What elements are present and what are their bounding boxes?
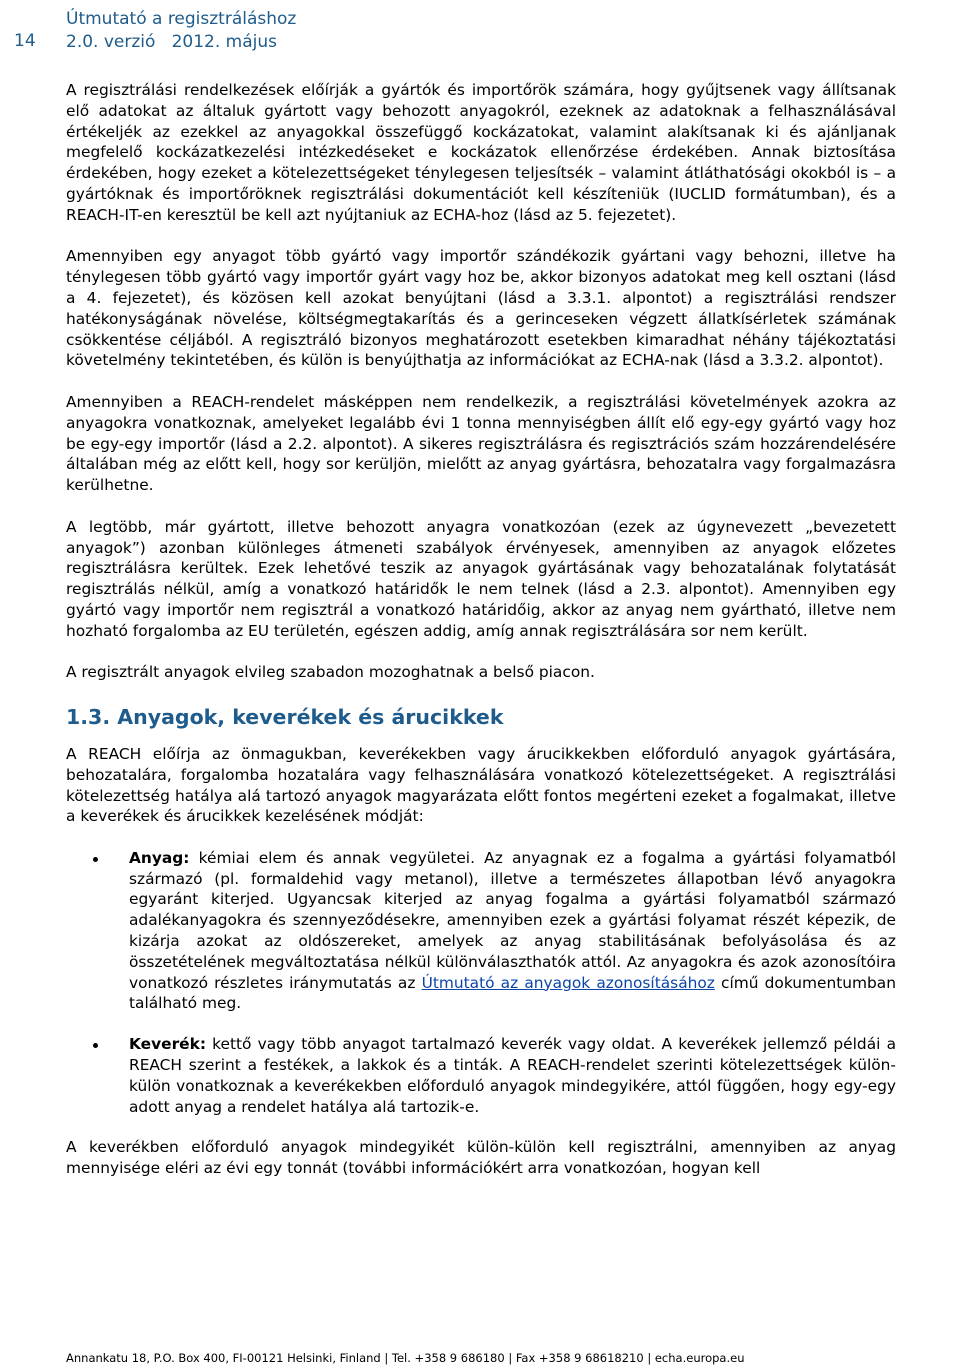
page-number: 14 [14, 31, 36, 51]
document-version: 2.0. verzió 2012. május [66, 32, 278, 52]
page-body [66, 80, 896, 1200]
definition-substance-text: kémiai elem és annak vegyületei. Az anyagnak ez a fogalma a gyártási folyamatból származó (pl. formaldehid vagy metanol), illetve a természetes állapotban lévő anyagokra egyaránt kiterjed. Ugyancsak kiterjed az anyag fogalma a gyártási folyamatból származó adalékanyagokra és szennyeződésekre, amennyiben ezek a gyártási folyamat részét képezik, de kizárja azokat az oldószereket, amelyek az anyag stabilitásának befolyásolása és az összetételének megváltoztatása nélkül különválaszthatók attól. Az anyagokra és azok azonosítóira vonatkozó részletes iránymutatás az [129, 848, 896, 992]
list-item-substance [66, 848, 896, 1014]
document-title: Útmutató a regisztráláshoz [66, 9, 297, 29]
paragraph-phase-in-substances: A legtöbb, már gyártott, illetve behozott anyagra vonatkozóan (ezek az úgynevezett „bevezetett anyagok”) azonban különleges átmeneti szabályok érvényesek, amennyiben az anyagok előzetes regisztrálásra kerültek. Ezek lehetővé teszik az anyagok gyártásának vagy behozatalának folytatását regisztrálás nélkül, amíg a vonatkozó határidők le nem telnek (lásd a 2.3. alpontot). Amennyiben egy gyártó vagy importőr nem regisztrál a vonatkozó határidőig, akkor az anyag nem gyártható, illetve nem hozható forgalomba az EU területén, egészen addig, amíg annak regisztrálására sor nem került. [66, 517, 896, 640]
list-item-mixture [66, 1034, 896, 1117]
page-footer: Annankatu 18, P.O. Box 400, FI-00121 Helsinki, Finland | Tel. +358 9 686180 | Fax +358 9 68618210 | echa.europa.eu [66, 1351, 745, 1365]
guidance-link-substance-identification[interactable]: Útmutató az anyagok azonosításához [421, 973, 715, 992]
paragraph-registration-obligations: A regisztrálási rendelkezések előírják a gyártók és importőrök számára, hogy gyűjtsenek vagy állítsanak elő adatokat az általuk gyártott vagy behozott anyagokról, ezeknek az adatoknak a felhasználásával értékeljék az ezekkel az anyagokkal összefüggő kockázatokat, valamint alakítsanak ki és ajánljanak megfelelő kockázatkezelési intézkedéseket e kockázatok ellenőrzése érdekében. Annak biztosítása érdekében, hogy ezeket a kötelezettségeket ténylegesen teljesítsék – valamint átláthatósági okokból is – a gyártóknak és importőröknek regisztrálási dokumentációt kell készíteniük (IUCLID formátumban), és a REACH-IT-en keresztül be kell azt nyújtaniuk az ECHA-hoz (lásd az 5. fejezetet). [66, 81, 896, 224]
definition-mixture-text: kettő vagy több anyagot tartalmazó keverék vagy oldat. A keverékek jellemző példái a REACH szerint a festékek, a lakkok és a tinták. A REACH-rendelet szerinti kötelezettségek külön-külön vonatkoznak a keverékekben előforduló anyagok mindegyikére, attól függően, hogy egy-egy adott anyag a rendelet hatálya alá tartozik-e. [129, 1035, 896, 1116]
term-mixture: Keverék: [129, 1035, 206, 1054]
term-substance: Anyag: [129, 848, 190, 867]
paragraph-tonnage-requirements: Amennyiben a REACH-rendelet másképpen nem rendelkezik, a regisztrálási követelmények azokra az anyagokra vonatkoznak, amelyeket legalább évi 1 tonna mennyiségben állít elő egy-egy gyártó vagy hoz be egy-egy importőr (lásd a 2.2. alpontot). A sikeres regisztrálásra és regisztrációs szám hozzárendelésére általában még az előtt kell, hogy sor kerüljön, mielőtt az anyag gyártásra, behozatalra vagy forgalmazásra kerülhetne. [66, 392, 896, 495]
bullet-icon [93, 857, 98, 862]
bullet-icon [93, 1043, 98, 1048]
section-heading: 1.3. Anyagok, keverékek és árucikkek [66, 704, 504, 729]
paragraph-mixture-registration: A keverékben előforduló anyagok mindegyikét külön-külön kell regisztrálni, amennyiben az anyag mennyisége eléri az évi egy tonnát (további információkért arra vonatkozóan, hogyan kell [66, 1138, 896, 1178]
definition-substance-text-end: című dokumentumban található meg. [129, 973, 896, 1013]
section-intro: A REACH előírja az önmagukban, keverékekben vagy árucikkekben előforduló anyagok gyártására, behozatalára, forgalomba hozatalára vagy felhasználására vonatkozó kötelezettségeket. A regisztrálási kötelezettség hatálya alá tartozó anyagok magyarázata előtt fontos megérteni ezeket a fogalmakat, illetve a keverékek és árucikkek kezelésének módját: [66, 744, 896, 826]
definition-list [66, 848, 896, 1118]
page-header [14, 8, 914, 56]
paragraph-internal-market: A regisztrált anyagok elvileg szabadon mozoghatnak a belső piacon. [66, 663, 595, 682]
paragraph-data-sharing: Amennyiben egy anyagot több gyártó vagy importőr szándékozik gyártani vagy behozni, illetve ha ténylegesen több gyártó vagy importőr gyárt vagy hoz be, akkor bizonyos adatokat meg kell osztani (lásd a 4. fejezetet), és közösen kell azokat benyújtani (lásd a 3.3.1. alpontot) a regisztrálási rendszer hatékonyságának növelése, költségmegtakarítás és a gerinceseken végzett állatkísérletek számának csökkentése céljából. A regisztráló bizonyos meghatározott esetekben kimaradhat néhány tájékoztatási követelmény tekintetében, és külön is benyújthatja az információkat az ECHA-nak (lásd a 3.3.2. alpontot). [66, 247, 896, 370]
